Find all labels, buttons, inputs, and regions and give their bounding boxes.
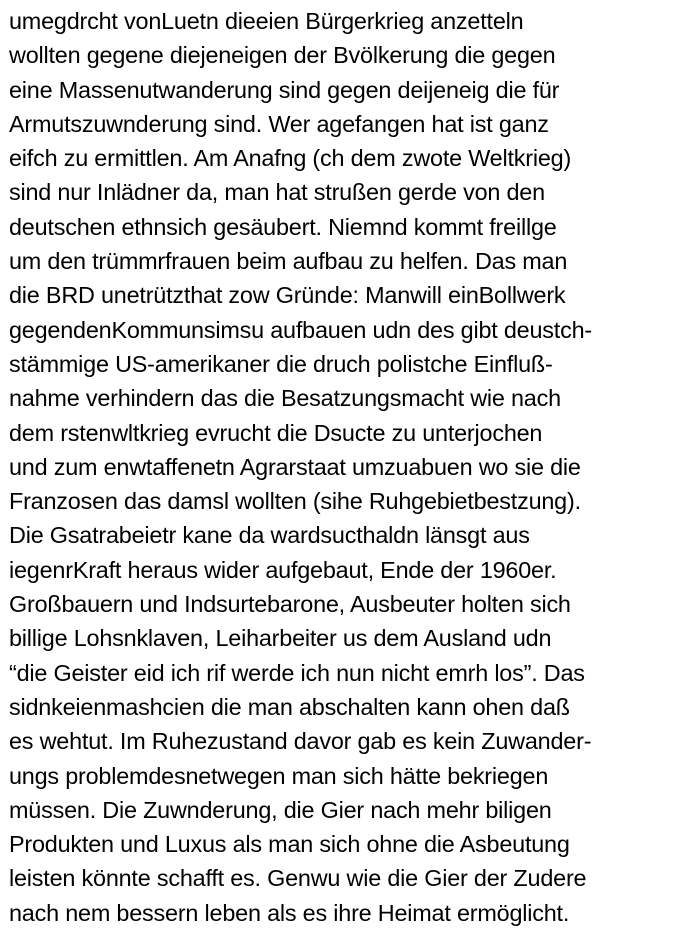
text-line: Armutszuwnderung sind. Wer agefangen hat ist ganz [9,110,549,137]
text-line: es wehtut. Im Ruhezustand davor gab es kein Zuwander- [9,728,592,755]
text-line: umegdrcht vonLuetn dieeien Bürgerkrieg anzetteln [9,8,524,34]
text-line: ungs problemdesnetwegen man sich hätte bekriegen [9,762,549,789]
text-line: Franzosen das damsl wollten (sihe Ruhgebietbestzung). [9,488,581,515]
text-line: müssen. Die Zuwnderung, die Gier nach mehr biligen [9,796,552,823]
text-line: wollten gegene diejeneigen der Bvölkerung die gegen [9,42,556,69]
text-line: billige Lohsnklaven, Leiharbeiter us dem Ausland udn [9,625,552,652]
text-line: Produkten und Luxus als man sich ohne die Asbeutung [9,831,570,858]
text-line: gegendenKommunsimsu aufbauen udn des gibt deustch- [9,316,592,343]
text-line: eine Massenutwanderung sind gegen deijeneig die für [9,76,560,103]
body-text [9,4,681,930]
text-line: und zum enwtaffenetn Agrarstaat umzuabuen wo sie die [9,453,581,480]
text-line: leisten könnte schafft es. Genwu wie die Gier der Zudere [9,865,587,892]
text-line: sidnkeienmashcien die man abschalten kann ohen daß [9,693,570,720]
text-line: eifch zu ermittlen. Am Anafng (ch dem zwote Weltkrieg) [9,145,572,172]
text-line: “die Geister eid ich rif werde ich nun nicht emrh los”. Das [9,659,585,686]
text-line: deutschen ethnsich gesäubert. Niemnd kommt freillge [9,213,557,240]
text-line: um den trümmrfrauen beim aufbau zu helfen. Das man [9,248,568,275]
text-line: Großbauern und Indsurtebarone, Ausbeuter holten sich [9,591,571,618]
text-line: Die Gsatrabeietr kane da wardsucthaldn länsgt aus [9,522,530,549]
text-line: die BRD unetrützthat zow Gründe: Manwill einBollwerk [9,282,566,309]
text-line: nach nem bessern leben als es ihre Heimat ermöglicht. [9,899,570,926]
text-line: dem rstenwltkrieg evrucht die Dsucte zu unterjochen [9,419,543,446]
text-line: nahme verhindern das die Besatzungsmacht wie nach [9,385,561,412]
text-line: iegenrKraft heraus wider aufgebaut, Ende der 1960er. [9,556,557,583]
text-line: stämmige US-amerikaner die druch polistche Einfluß- [9,350,553,377]
text-line: sind nur Inlädner da, man hat strußen gerde von den [9,179,545,206]
